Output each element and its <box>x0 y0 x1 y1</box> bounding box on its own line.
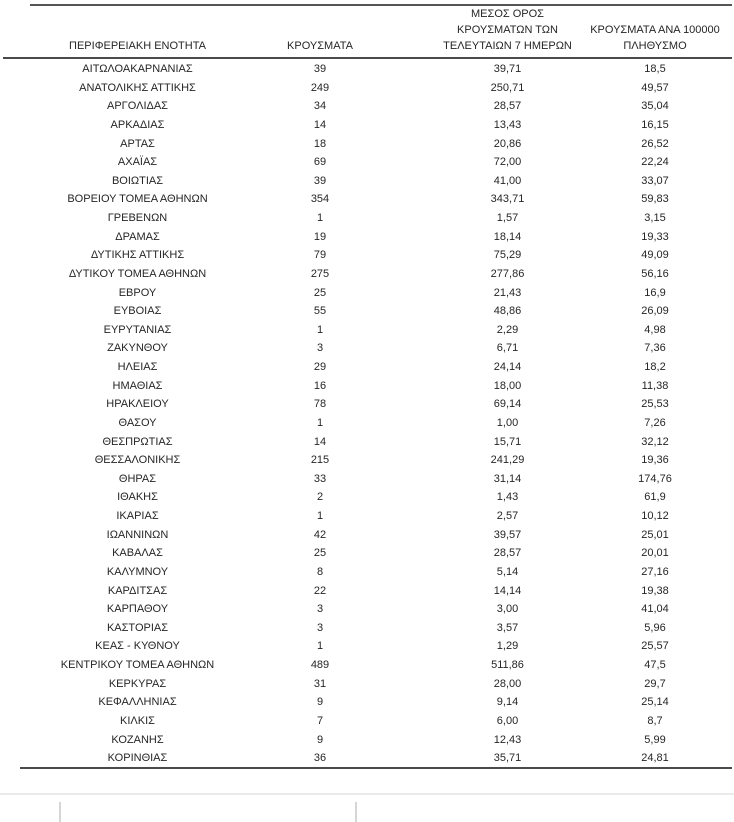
avg7-cell: 24,14 <box>493 361 522 373</box>
table-row <box>0 209 734 228</box>
cases-cell: 7 <box>316 714 324 727</box>
table-header <box>0 4 734 56</box>
cases-cell: 42 <box>313 528 327 541</box>
region-cell: ΚΑΣΤΟΡΙΑΣ <box>106 621 169 634</box>
region-cell: ΕΥΡΥΤΑΝΙΑΣ <box>103 323 172 336</box>
per100k-cell: 7,26 <box>644 416 666 429</box>
avg7-cell: 69,14 <box>493 398 522 411</box>
cases-cell: 3 <box>316 621 324 634</box>
cases-cell: 34 <box>313 100 327 113</box>
table-row <box>0 302 734 321</box>
region-cell: ΔΥΤΙΚΗΣ ΑΤΤΙΚΗΣ <box>90 249 185 262</box>
region-cell: ΖΑΚΥΝΘΟΥ <box>107 342 168 355</box>
table-row <box>0 246 734 265</box>
table-row <box>0 265 734 284</box>
avg7-cell: 18,00 <box>493 379 522 392</box>
avg7-cell: 28,57 <box>493 547 522 560</box>
cases-cell: 14 <box>313 435 327 448</box>
per100k-cell: 27,16 <box>641 565 669 578</box>
region-cell: ΙΚΑΡΙΑΣ <box>116 510 159 522</box>
header-avg7-line1: ΜΕΣΟΣ ΟΡΟΣ <box>471 8 544 20</box>
per100k-cell: 29,7 <box>644 677 666 690</box>
avg7-cell: 13,43 <box>493 118 522 131</box>
table-row <box>0 693 734 712</box>
avg7-cell: 39,57 <box>493 528 522 541</box>
avg7-cell: 1,00 <box>496 416 519 429</box>
avg7-cell: 35,71 <box>493 752 522 765</box>
per100k-cell: 49,09 <box>641 249 669 262</box>
table-row <box>0 190 734 209</box>
table-row <box>0 749 734 768</box>
avg7-cell: 9,14 <box>496 696 519 709</box>
avg7-cell: 15,71 <box>493 435 522 448</box>
table-row <box>0 153 734 172</box>
avg7-cell: 6,71 <box>496 342 519 355</box>
cases-cell: 69 <box>313 156 327 169</box>
per100k-cell: 8,7 <box>647 714 663 727</box>
region-cell: ΗΜΑΘΙΑΣ <box>112 379 163 392</box>
per100k-cell: 18,2 <box>644 361 666 373</box>
next-block-top-rule <box>0 793 734 795</box>
table-row <box>0 395 734 414</box>
cases-cell: 1 <box>316 510 324 522</box>
table-header-rule <box>3 57 732 59</box>
avg7-cell: 21,43 <box>493 286 522 299</box>
table-row <box>0 488 734 507</box>
cases-cell: 1 <box>316 416 324 429</box>
next-block-divider-left <box>59 802 61 822</box>
table-row <box>0 451 734 470</box>
cases-cell: 16 <box>313 379 327 392</box>
table-row <box>0 339 734 358</box>
cases-cell: 8 <box>316 565 324 578</box>
per100k-cell: 41,04 <box>641 603 669 616</box>
per100k-cell: 25,14 <box>641 696 669 709</box>
next-block-divider-right <box>355 802 357 822</box>
region-cell: ΚΕΑΣ - ΚΥΘΝΟΥ <box>95 640 180 653</box>
header-avg7-line2: ΚΡΟΥΣΜΑΤΩΝ ΤΩΝ <box>457 24 558 36</box>
per100k-cell: 4,98 <box>644 323 666 336</box>
region-cell: ΚΕΡΚΥΡΑΣ <box>108 677 167 690</box>
cases-cell: 79 <box>313 249 327 262</box>
per100k-cell: 16,9 <box>644 286 666 299</box>
table-row <box>0 79 734 98</box>
avg7-cell: 28,57 <box>493 100 522 113</box>
per100k-cell: 59,83 <box>641 193 669 206</box>
cases-cell: 2 <box>316 491 324 504</box>
avg7-cell: 250,71 <box>490 81 525 94</box>
per100k-cell: 5,96 <box>644 621 666 634</box>
region-cell: ΕΥΒΟΙΑΣ <box>113 305 162 318</box>
avg7-cell: 20,86 <box>493 137 522 150</box>
avg7-cell: 48,86 <box>493 305 522 318</box>
table-body <box>0 60 734 768</box>
region-cell: ΙΩΑΝΝΙΝΩΝ <box>106 528 169 541</box>
header-region <box>20 38 255 54</box>
avg7-cell: 14,14 <box>493 584 522 597</box>
table-row <box>0 470 734 489</box>
per100k-cell: 19,33 <box>641 230 669 243</box>
table-row <box>0 135 734 154</box>
table-row <box>0 321 734 340</box>
per100k-cell: 24,81 <box>641 752 669 765</box>
region-cell: ΕΒΡΟΥ <box>118 286 157 299</box>
avg7-cell: 72,00 <box>493 156 522 169</box>
per100k-cell: 26,52 <box>641 137 669 150</box>
per100k-cell: 35,04 <box>641 100 669 113</box>
avg7-cell: 3,57 <box>496 621 519 634</box>
table-row <box>0 563 734 582</box>
cases-cell: 19 <box>313 230 327 243</box>
table-row <box>0 544 734 563</box>
per100k-cell: 56,16 <box>641 267 669 280</box>
avg7-cell: 3,00 <box>496 603 519 616</box>
per100k-cell: 20,01 <box>641 547 669 560</box>
avg7-cell: 1,29 <box>496 640 519 653</box>
cases-cell: 1 <box>316 212 324 224</box>
cases-cell: 489 <box>310 659 330 671</box>
table-row <box>0 97 734 116</box>
table-row <box>0 433 734 452</box>
header-avg7 <box>420 6 595 54</box>
region-cell: ΘΕΣΠΡΩΤΙΑΣ <box>102 435 173 448</box>
per100k-cell: 7,36 <box>644 342 666 355</box>
table-row <box>0 600 734 619</box>
table-row <box>0 731 734 750</box>
region-cell: ΙΘΑΚΗΣ <box>117 491 158 504</box>
per100k-cell: 25,53 <box>641 398 669 411</box>
cases-cell: 22 <box>313 584 327 597</box>
region-cell: ΚΕΝΤΡΙΚΟΥ ΤΟΜΕΑ ΑΘΗΝΩΝ <box>60 659 215 671</box>
cases-cell: 25 <box>313 547 327 560</box>
table-row <box>0 526 734 545</box>
avg7-cell: 2,57 <box>496 510 519 522</box>
header-per100k-line1: ΚΡΟΥΣΜΑΤΑ ΑΝΑ 100000 <box>590 24 720 36</box>
table-row <box>0 414 734 433</box>
cases-cell: 3 <box>316 603 324 616</box>
cases-cell: 215 <box>310 454 330 467</box>
table-row <box>0 358 734 377</box>
region-cell: ΗΛΕΙΑΣ <box>117 361 158 373</box>
header-per100k-line2: ΠΛΗΘΥΣΜΟ <box>623 40 687 52</box>
per100k-cell: 3,15 <box>644 212 666 224</box>
cases-cell: 39 <box>313 174 327 187</box>
region-cell: ΗΡΑΚΛΕΙΟΥ <box>106 398 169 411</box>
cases-cell: 18 <box>313 137 327 150</box>
table-row <box>0 228 734 247</box>
region-cell: ΘΗΡΑΣ <box>118 472 157 485</box>
region-cell: ΚΟΡΙΝΘΙΑΣ <box>107 752 168 765</box>
region-cell: ΚΙΛΚΙΣ <box>120 714 155 727</box>
region-cell: ΓΡΕΒΕΝΩΝ <box>107 212 168 224</box>
region-cell: ΑΙΤΩΛΟΑΚΑΡΝΑΝΙΑΣ <box>82 63 193 75</box>
per100k-cell: 61,9 <box>644 491 666 504</box>
cases-cell: 354 <box>310 193 330 206</box>
per100k-cell: 19,36 <box>641 454 669 467</box>
avg7-cell: 75,29 <box>493 249 522 262</box>
table-row <box>0 712 734 731</box>
table-row <box>0 619 734 638</box>
per100k-cell: 33,07 <box>641 174 669 187</box>
avg7-cell: 2,29 <box>496 323 519 336</box>
avg7-cell: 41,00 <box>493 174 522 187</box>
avg7-cell: 241,29 <box>490 454 525 467</box>
region-cell: ΚΑΛΥΜΝΟΥ <box>106 565 169 578</box>
cases-cell: 55 <box>313 305 327 318</box>
cases-cell: 25 <box>313 286 327 299</box>
header-region-line: ΠΕΡΙΦΕΡΕΙΑΚΗ ΕΝΟΤΗΤΑ <box>69 40 206 52</box>
per100k-cell: 32,12 <box>641 435 669 448</box>
per100k-cell: 174,76 <box>638 472 672 485</box>
cases-cell: 29 <box>313 361 327 373</box>
avg7-cell: 39,71 <box>493 63 522 75</box>
region-cell: ΚΑΡΔΙΤΣΑΣ <box>107 584 168 597</box>
per100k-cell: 18,5 <box>644 63 666 75</box>
avg7-cell: 6,00 <box>496 714 519 727</box>
table-row <box>0 507 734 526</box>
cases-cell: 14 <box>313 118 327 131</box>
region-cell: ΔΡΑΜΑΣ <box>115 230 160 243</box>
table-row <box>0 60 734 79</box>
table-row <box>0 284 734 303</box>
table-row <box>0 582 734 601</box>
region-cell: ΑΡΓΟΛΙΔΑΣ <box>107 100 168 113</box>
per100k-cell: 5,99 <box>644 733 666 746</box>
per100k-cell: 47,5 <box>644 659 666 671</box>
cases-cell: 9 <box>316 733 324 746</box>
cases-cell: 275 <box>310 267 330 280</box>
header-cases-line: ΚΡΟΥΣΜΑΤΑ <box>287 40 353 52</box>
avg7-cell: 343,71 <box>490 193 525 206</box>
header-avg7-line3: ΤΕΛΕΥΤΑΙΩΝ 7 ΗΜΕΡΩΝ <box>443 40 572 52</box>
header-per100k <box>570 22 734 54</box>
region-cell: ΑΝΑΤΟΛΙΚΗΣ ΑΤΤΙΚΗΣ <box>79 81 196 94</box>
per100k-cell: 49,57 <box>641 81 669 94</box>
cases-cell: 3 <box>316 342 324 355</box>
table-row <box>0 116 734 135</box>
region-cell: ΑΡΤΑΣ <box>120 137 155 150</box>
per100k-cell: 19,38 <box>641 584 669 597</box>
per100k-cell: 16,15 <box>641 118 669 131</box>
cases-cell: 31 <box>313 677 327 690</box>
avg7-cell: 12,43 <box>493 733 522 746</box>
region-cell: ΔΥΤΙΚΟΥ ΤΟΜΕΑ ΑΘΗΝΩΝ <box>68 267 207 280</box>
header-cases <box>250 38 390 54</box>
region-cell: ΒΟΙΩΤΙΑΣ <box>111 174 164 187</box>
avg7-cell: 31,14 <box>493 472 522 485</box>
per100k-cell: 11,38 <box>641 379 669 392</box>
per100k-cell: 26,09 <box>641 305 669 318</box>
region-cell: ΑΧΑΪΑΣ <box>117 156 158 169</box>
cases-cell: 39 <box>313 63 327 75</box>
avg7-cell: 5,14 <box>496 565 519 578</box>
cases-cell: 1 <box>316 323 324 336</box>
avg7-cell: 1,43 <box>496 491 519 504</box>
per100k-cell: 25,01 <box>641 528 669 541</box>
avg7-cell: 18,14 <box>493 230 522 243</box>
cases-cell: 249 <box>310 81 330 94</box>
region-cell: ΚΑΡΠΑΘΟΥ <box>106 603 169 616</box>
cases-cell: 9 <box>316 696 324 709</box>
region-cell: ΒΟΡΕΙΟΥ ΤΟΜΕΑ ΑΘΗΝΩΝ <box>67 193 208 206</box>
table-row <box>0 377 734 396</box>
table-row <box>0 637 734 656</box>
table-row <box>0 675 734 694</box>
region-cell: ΚΟΖΑΝΗΣ <box>111 733 164 746</box>
cases-cell: 1 <box>316 640 324 653</box>
per100k-cell: 10,12 <box>641 510 669 522</box>
cases-cell: 36 <box>313 752 327 765</box>
cases-cell: 33 <box>313 472 327 485</box>
avg7-cell: 28,00 <box>493 677 522 690</box>
avg7-cell: 1,57 <box>496 212 519 224</box>
table-row <box>0 172 734 191</box>
avg7-cell: 277,86 <box>490 267 525 280</box>
table-row <box>0 656 734 675</box>
avg7-cell: 511,86 <box>491 659 524 671</box>
region-cell: ΚΑΒΑΛΑΣ <box>112 547 163 560</box>
per100k-cell: 22,24 <box>641 156 669 169</box>
cases-cell: 78 <box>313 398 327 411</box>
per100k-cell: 25,57 <box>641 640 669 653</box>
region-cell: ΘΕΣΣΑΛΟΝΙΚΗΣ <box>94 454 181 467</box>
region-cell: ΘΑΣΟΥ <box>118 416 157 429</box>
region-cell: ΚΕΦΑΛΛΗΝΙΑΣ <box>98 696 177 709</box>
region-cell: ΑΡΚΑΔΙΑΣ <box>110 118 165 131</box>
